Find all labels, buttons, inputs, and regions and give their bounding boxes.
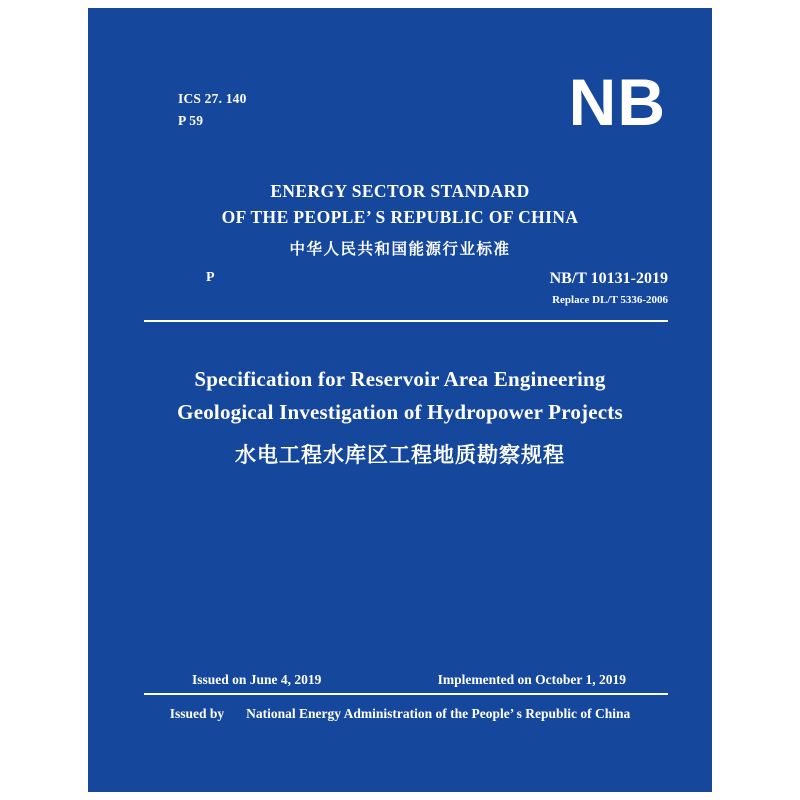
standard-code-row <box>88 270 712 314</box>
issuing-organization: National Energy Administration of the People’ s Republic of China <box>246 706 631 721</box>
title-chinese: 水电工程水库区工程地质勘察规程 <box>235 443 565 467</box>
replace-note: Replace DL/T 5336-2006 <box>552 294 668 306</box>
issued-by-label: Issued by <box>169 706 225 721</box>
standard-number: NB/T 10131-2019 <box>549 270 668 287</box>
standard-cover <box>88 8 712 792</box>
ics-block <box>178 88 247 132</box>
classification-code: P 59 <box>178 113 204 128</box>
p-mark: P <box>206 270 215 285</box>
implemented-on-date: Implemented on October 1, 2019 <box>437 672 626 687</box>
divider-bottom <box>144 693 668 695</box>
heading-line-1: ENERGY SECTOR STANDARD <box>270 181 530 201</box>
issued-by-row <box>88 706 712 722</box>
date-row <box>144 672 668 692</box>
heading-chinese: 中华人民共和国能源行业标准 <box>289 240 511 258</box>
standard-heading <box>88 178 712 264</box>
nb-logo: NB <box>568 65 666 139</box>
title-english-line-1: Specification for Reservoir Area Engineering <box>194 367 606 391</box>
title-english-line-2: Geological Investigation of Hydropower Projects <box>177 400 623 424</box>
document-title <box>128 363 672 475</box>
issued-on-date: Issued on June 4, 2019 <box>192 672 322 687</box>
heading-line-2: OF THE PEOPLE’ S REPUBLIC OF CHINA <box>221 207 579 227</box>
ics-number: ICS 27. 140 <box>178 91 247 106</box>
divider-top <box>144 320 668 322</box>
